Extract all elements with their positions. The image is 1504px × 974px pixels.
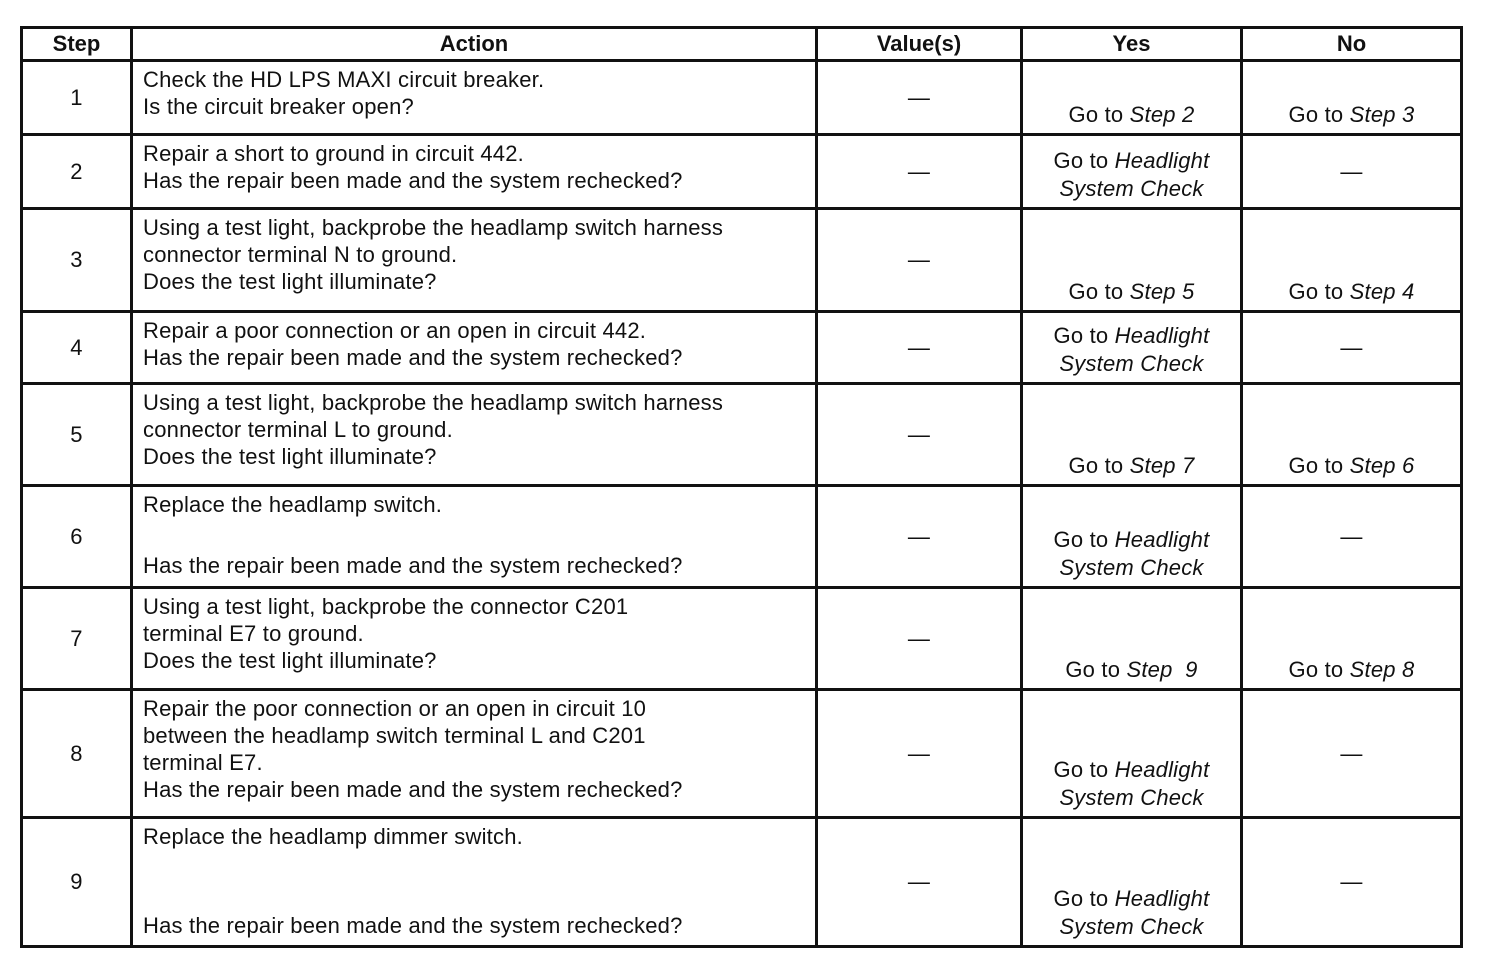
yes-target: Step 7: [1129, 453, 1195, 478]
yes-prefix: Go to: [1053, 886, 1109, 911]
value-cell: —: [817, 690, 1022, 818]
yes-target-line2: System Check: [1059, 176, 1204, 201]
action-cell: [132, 486, 817, 588]
step-number: 6: [22, 486, 132, 588]
action-question: Has the repair been made and the system rechecked?: [143, 168, 683, 193]
yes-target-line2: System Check: [1059, 351, 1204, 376]
action-question: Has the repair been made and the system rechecked?: [143, 777, 683, 802]
action-instruction: Using a test light, backprobe the connector C201 terminal E7 to ground.: [143, 594, 629, 646]
no-cell: —: [1242, 135, 1462, 209]
action-instruction: Repair a short to ground in circuit 442.: [143, 141, 524, 166]
action-question: Does the test light illuminate?: [143, 648, 437, 673]
yes-target: Headlight: [1114, 323, 1210, 348]
header-action: Action: [132, 28, 817, 61]
no-prefix: Go to: [1288, 102, 1344, 127]
header-step: Step: [22, 28, 132, 61]
header-no: No: [1242, 28, 1462, 61]
step-number: 8: [22, 690, 132, 818]
no-prefix: Go to: [1288, 279, 1344, 304]
no-cell: —: [1242, 690, 1462, 818]
action-question: Has the repair been made and the system rechecked?: [143, 553, 683, 578]
yes-target: Step 9: [1126, 657, 1198, 682]
value-cell: —: [817, 588, 1022, 690]
header-row: [22, 28, 1462, 61]
yes-cell: [1022, 61, 1242, 135]
yes-prefix: Go to: [1068, 453, 1124, 478]
table-row: [22, 588, 1462, 690]
action-cell: [132, 384, 817, 486]
action-instruction: Repair the poor connection or an open in circuit 10 between the headlamp switch terminal L and C201 terminal E7.: [143, 696, 647, 775]
step-number: 1: [22, 61, 132, 135]
table-row: [22, 690, 1462, 818]
value-cell: —: [817, 209, 1022, 312]
yes-cell: [1022, 209, 1242, 312]
yes-cell: [1022, 312, 1242, 384]
yes-prefix: Go to: [1053, 527, 1109, 552]
yes-target: Step 5: [1129, 279, 1195, 304]
action-cell: [132, 588, 817, 690]
value-cell: —: [817, 312, 1022, 384]
step-number: 5: [22, 384, 132, 486]
step-number: 7: [22, 588, 132, 690]
action-instruction: Check the HD LPS MAXI circuit breaker.: [143, 67, 545, 92]
action-instruction: Using a test light, backprobe the headlamp switch harness connector terminal N to ground.: [143, 215, 724, 267]
yes-cell: [1022, 818, 1242, 947]
no-cell: —: [1242, 486, 1462, 588]
value-cell: —: [817, 486, 1022, 588]
yes-prefix: Go to: [1053, 148, 1109, 173]
no-target: Step 6: [1349, 453, 1415, 478]
action-question: Has the repair been made and the system rechecked?: [143, 913, 683, 938]
action-cell: [132, 312, 817, 384]
action-question: Has the repair been made and the system rechecked?: [143, 345, 683, 370]
no-cell: —: [1242, 818, 1462, 947]
step-number: 4: [22, 312, 132, 384]
step-number: 9: [22, 818, 132, 947]
table-row: [22, 486, 1462, 588]
yes-prefix: Go to: [1068, 102, 1124, 127]
no-cell: [1242, 384, 1462, 486]
value-cell: —: [817, 61, 1022, 135]
action-instruction: Replace the headlamp dimmer switch.: [143, 824, 523, 849]
no-target: Step 8: [1349, 657, 1415, 682]
action-instruction: Replace the headlamp switch.: [143, 492, 443, 517]
yes-target: Step 2: [1129, 102, 1195, 127]
action-cell: [132, 818, 817, 947]
yes-target: Headlight: [1114, 527, 1210, 552]
action-cell: [132, 61, 817, 135]
action-question: Is the circuit breaker open?: [143, 94, 414, 119]
yes-prefix: Go to: [1053, 323, 1109, 348]
table-row: [22, 312, 1462, 384]
no-cell: [1242, 209, 1462, 312]
value-cell: —: [817, 135, 1022, 209]
yes-target-line2: System Check: [1059, 914, 1204, 939]
header-yes: Yes: [1022, 28, 1242, 61]
yes-prefix: Go to: [1068, 279, 1124, 304]
no-prefix: Go to: [1288, 453, 1344, 478]
no-prefix: Go to: [1288, 657, 1344, 682]
yes-cell: [1022, 486, 1242, 588]
action-cell: [132, 690, 817, 818]
yes-prefix: Go to: [1053, 757, 1109, 782]
table-row: [22, 135, 1462, 209]
no-cell: [1242, 588, 1462, 690]
value-cell: —: [817, 818, 1022, 947]
no-target: Step 4: [1349, 279, 1415, 304]
action-cell: [132, 209, 817, 312]
yes-prefix: Go to: [1065, 657, 1121, 682]
action-question: Does the test light illuminate?: [143, 269, 437, 294]
action-instruction: Using a test light, backprobe the headlamp switch harness connector terminal L to ground.: [143, 390, 724, 442]
step-number: 2: [22, 135, 132, 209]
table-row: [22, 818, 1462, 947]
no-cell: —: [1242, 312, 1462, 384]
action-question: Does the test light illuminate?: [143, 444, 437, 469]
step-number: 3: [22, 209, 132, 312]
yes-target: Headlight: [1114, 757, 1210, 782]
yes-target-line2: System Check: [1059, 555, 1204, 580]
yes-target: Headlight: [1114, 886, 1210, 911]
diagnostic-table: [20, 26, 1463, 948]
no-cell: [1242, 61, 1462, 135]
table-row: [22, 209, 1462, 312]
value-cell: —: [817, 384, 1022, 486]
yes-cell: [1022, 588, 1242, 690]
yes-cell: [1022, 690, 1242, 818]
yes-target-line2: System Check: [1059, 785, 1204, 810]
yes-cell: [1022, 135, 1242, 209]
yes-target: Headlight: [1114, 148, 1210, 173]
table-row: [22, 384, 1462, 486]
header-values: Value(s): [817, 28, 1022, 61]
yes-cell: [1022, 384, 1242, 486]
action-instruction: Repair a poor connection or an open in circuit 442.: [143, 318, 647, 343]
no-target: Step 3: [1349, 102, 1415, 127]
action-cell: [132, 135, 817, 209]
table-row: [22, 61, 1462, 135]
